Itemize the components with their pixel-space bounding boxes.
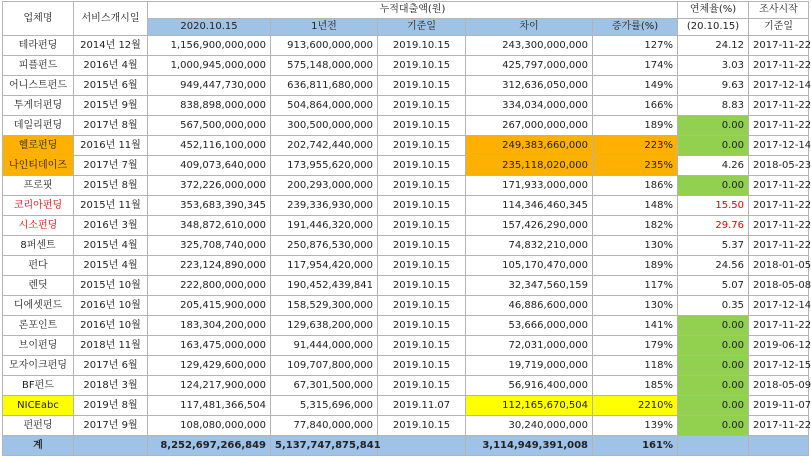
- row-current: 163,475,000,000: [148, 336, 271, 356]
- row-overdue: 0.00: [678, 356, 749, 376]
- total-launch-empty: [74, 436, 148, 456]
- row-launch: 2015년 9월: [74, 96, 148, 116]
- row-diff: 171,933,000,000: [466, 176, 593, 196]
- row-base-date: 2019.10.15: [378, 336, 466, 356]
- row-base-date: 2019.10.15: [378, 296, 466, 316]
- row-company: 프로핏: [3, 176, 74, 196]
- row-current: 409,073,640,000: [148, 156, 271, 176]
- row-overdue: 0.35: [678, 296, 749, 316]
- row-survey-start: 2017-11-22: [749, 56, 809, 76]
- row-base-date: 2019.10.15: [378, 56, 466, 76]
- row-year-ago: 117,954,420,000: [271, 256, 378, 276]
- row-launch: 2016년 10월: [74, 316, 148, 336]
- row-company: 코리아펀딩: [3, 196, 74, 216]
- row-growth: 2210%: [593, 396, 678, 416]
- row-current: 223,124,890,000: [148, 256, 271, 276]
- table-row: [3, 416, 809, 436]
- row-overdue: 24.12: [678, 36, 749, 56]
- row-company: 데일리펀딩: [3, 116, 74, 136]
- row-launch: 2016년 10월: [74, 296, 148, 316]
- row-overdue: 0.00: [678, 396, 749, 416]
- table-row: [3, 396, 809, 416]
- row-year-ago: 202,742,440,000: [271, 136, 378, 156]
- row-growth: 127%: [593, 36, 678, 56]
- total-overdue-empty: [678, 436, 749, 456]
- row-overdue: 0.00: [678, 136, 749, 156]
- row-growth: 174%: [593, 56, 678, 76]
- row-growth: 130%: [593, 296, 678, 316]
- row-growth: 148%: [593, 196, 678, 216]
- row-base-date: 2019.10.15: [378, 36, 466, 56]
- row-base-date: 2019.10.15: [378, 176, 466, 196]
- row-year-ago: 300,500,000,000: [271, 116, 378, 136]
- row-launch: 2015년 11월: [74, 196, 148, 216]
- row-survey-start: 2017-11-22: [749, 196, 809, 216]
- row-survey-start: 2018-01-05: [749, 256, 809, 276]
- row-overdue: 3.03: [678, 56, 749, 76]
- row-current: 1,000,945,000,000: [148, 56, 271, 76]
- row-growth: 179%: [593, 336, 678, 356]
- row-base-date: 2019.10.15: [378, 196, 466, 216]
- total-diff: 3,114,949,391,008: [466, 436, 593, 456]
- row-growth: 141%: [593, 316, 678, 336]
- total-label: 계: [3, 436, 74, 456]
- row-diff: 235,118,020,000: [466, 156, 593, 176]
- header-company: 업체명: [3, 2, 74, 36]
- row-company: 어니스트펀드: [3, 76, 74, 96]
- row-growth: 149%: [593, 76, 678, 96]
- row-diff: 334,034,000,000: [466, 96, 593, 116]
- row-survey-start: 2017-11-22: [749, 96, 809, 116]
- table-row: [3, 96, 809, 116]
- row-year-ago: 913,600,000,000: [271, 36, 378, 56]
- header-diff: 차이: [466, 19, 593, 36]
- table-row: [3, 376, 809, 396]
- row-growth: 182%: [593, 216, 678, 236]
- row-overdue: 24.56: [678, 256, 749, 276]
- row-year-ago: 173,955,620,000: [271, 156, 378, 176]
- row-launch: 2015년 4월: [74, 236, 148, 256]
- row-survey-start: 2017-11-22: [749, 116, 809, 136]
- row-survey-start: 2017-11-22: [749, 36, 809, 56]
- row-diff: 105,170,470,000: [466, 256, 593, 276]
- header-survey-base: 기준일: [749, 19, 809, 36]
- row-diff: 425,797,000,000: [466, 56, 593, 76]
- table-row: [3, 256, 809, 276]
- row-survey-start: 2017-11-22: [749, 416, 809, 436]
- total-row: [3, 436, 809, 456]
- row-launch: 2016년 4월: [74, 56, 148, 76]
- row-survey-start: 2018-05-09: [749, 376, 809, 396]
- row-launch: 2019년 8월: [74, 396, 148, 416]
- row-survey-start: 2017-11-22: [749, 236, 809, 256]
- row-growth: 166%: [593, 96, 678, 116]
- table-row: [3, 236, 809, 256]
- row-current: 452,116,100,000: [148, 136, 271, 156]
- row-diff: 157,426,290,000: [466, 216, 593, 236]
- row-base-date: 2019.10.15: [378, 156, 466, 176]
- table-row: [3, 356, 809, 376]
- row-current: 129,429,600,000: [148, 356, 271, 376]
- row-survey-start: 2019-11-07: [749, 396, 809, 416]
- row-current: 949,447,730,000: [148, 76, 271, 96]
- row-diff: 312,636,050,000: [466, 76, 593, 96]
- row-base-date: 2019.10.15: [378, 376, 466, 396]
- header-survey-start: 조사시작: [749, 2, 809, 19]
- row-diff: 30,240,000,000: [466, 416, 593, 436]
- row-diff: 243,300,000,000: [466, 36, 593, 56]
- row-launch: 2018년 3월: [74, 376, 148, 396]
- row-survey-start: 2017-12-14: [749, 136, 809, 156]
- row-current: 108,080,000,000: [148, 416, 271, 436]
- header-cumulative-loans: 누적대출액(원): [148, 2, 678, 19]
- row-company: 투게더펀딩: [3, 96, 74, 116]
- row-diff: 114,346,460,345: [466, 196, 593, 216]
- table-row: [3, 116, 809, 136]
- row-current: 372,226,000,000: [148, 176, 271, 196]
- row-company: 헬로펀딩: [3, 136, 74, 156]
- table-row: [3, 36, 809, 56]
- table-row: [3, 276, 809, 296]
- row-company: 8퍼센트: [3, 236, 74, 256]
- header-current: 2020.10.15: [148, 19, 271, 36]
- row-survey-start: 2017-11-22: [749, 176, 809, 196]
- header-growth: 증가률(%): [593, 19, 678, 36]
- row-growth: 117%: [593, 276, 678, 296]
- row-company: BF펀드: [3, 376, 74, 396]
- row-base-date: 2019.10.15: [378, 256, 466, 276]
- row-base-date: 2019.10.15: [378, 276, 466, 296]
- row-current: 348,872,610,000: [148, 216, 271, 236]
- row-launch: 2018년 11월: [74, 336, 148, 356]
- row-launch: 2017년 9월: [74, 416, 148, 436]
- table-row: [3, 156, 809, 176]
- p2p-lending-table: [2, 1, 809, 456]
- row-year-ago: 191,446,320,000: [271, 216, 378, 236]
- row-overdue: 0.00: [678, 116, 749, 136]
- row-base-date: 2019.10.15: [378, 236, 466, 256]
- row-current: 117,481,366,504: [148, 396, 271, 416]
- row-company: NICEabc: [3, 396, 74, 416]
- row-survey-start: 2017-12-15: [749, 356, 809, 376]
- row-growth: 130%: [593, 236, 678, 256]
- row-base-date: 2019.10.15: [378, 136, 466, 156]
- row-launch: 2014년 12월: [74, 36, 148, 56]
- row-base-date: 2019.10.15: [378, 416, 466, 436]
- row-overdue: 15.50: [678, 196, 749, 216]
- row-base-date: 2019.10.15: [378, 316, 466, 336]
- row-base-date: 2019.10.15: [378, 76, 466, 96]
- row-overdue: 0.00: [678, 376, 749, 396]
- row-year-ago: 504,864,000,000: [271, 96, 378, 116]
- row-company: 펀펀딩: [3, 416, 74, 436]
- row-growth: 189%: [593, 256, 678, 276]
- row-diff: 74,832,210,000: [466, 236, 593, 256]
- row-diff: 56,916,400,000: [466, 376, 593, 396]
- row-launch: 2015년 4월: [74, 256, 148, 276]
- row-company: 시소펀딩: [3, 216, 74, 236]
- row-survey-start: 2018-05-08: [749, 276, 809, 296]
- header-overdue-date: (20.10.15): [678, 19, 749, 36]
- row-launch: 2015년 10월: [74, 276, 148, 296]
- row-overdue: 5.37: [678, 236, 749, 256]
- row-overdue: 9.63: [678, 76, 749, 96]
- row-company: 피플펀드: [3, 56, 74, 76]
- row-diff: 53,666,000,000: [466, 316, 593, 336]
- table-row: [3, 196, 809, 216]
- row-overdue: 0.00: [678, 416, 749, 436]
- table-row: [3, 136, 809, 156]
- row-base-date: 2019.10.15: [378, 96, 466, 116]
- row-current: 124,217,900,000: [148, 376, 271, 396]
- row-survey-start: 2018-05-23: [749, 156, 809, 176]
- row-overdue: 5.07: [678, 276, 749, 296]
- row-launch: 2017년 6월: [74, 356, 148, 376]
- row-overdue: 4.26: [678, 156, 749, 176]
- row-current: 1,156,900,000,000: [148, 36, 271, 56]
- row-year-ago: 77,840,000,000: [271, 416, 378, 436]
- total-growth: 161%: [593, 436, 678, 456]
- row-launch: 2015년 6월: [74, 76, 148, 96]
- row-year-ago: 200,293,000,000: [271, 176, 378, 196]
- row-base-date: 2019.11.07: [378, 396, 466, 416]
- row-current: 838,898,000,000: [148, 96, 271, 116]
- row-survey-start: 2017-12-14: [749, 296, 809, 316]
- row-diff: 72,031,000,000: [466, 336, 593, 356]
- table-row: [3, 176, 809, 196]
- row-growth: 189%: [593, 116, 678, 136]
- row-diff: 19,719,000,000: [466, 356, 593, 376]
- row-company: 나인티데이즈: [3, 156, 74, 176]
- row-launch: 2016년 3월: [74, 216, 148, 236]
- row-base-date: 2019.10.15: [378, 116, 466, 136]
- table-row: [3, 56, 809, 76]
- row-survey-start: 2017-11-22: [749, 216, 809, 236]
- row-year-ago: 158,529,300,000: [271, 296, 378, 316]
- row-launch: 2017년 7월: [74, 156, 148, 176]
- total-base-empty: [378, 436, 466, 456]
- row-current: 567,500,000,000: [148, 116, 271, 136]
- row-survey-start: 2019-06-12: [749, 336, 809, 356]
- row-launch: 2016년 11월: [74, 136, 148, 156]
- row-overdue: 0.00: [678, 176, 749, 196]
- row-year-ago: 67,301,500,000: [271, 376, 378, 396]
- row-current: 222,800,000,000: [148, 276, 271, 296]
- row-company: 테라펀딩: [3, 36, 74, 56]
- row-company: 펀다: [3, 256, 74, 276]
- header-launch: 서비스개시일: [74, 2, 148, 36]
- row-overdue: 8.83: [678, 96, 749, 116]
- row-company: 렌딧: [3, 276, 74, 296]
- row-current: 325,708,740,000: [148, 236, 271, 256]
- table-row: [3, 296, 809, 316]
- row-growth: 186%: [593, 176, 678, 196]
- row-growth: 223%: [593, 136, 678, 156]
- row-launch: 2017년 8월: [74, 116, 148, 136]
- row-year-ago: 129,638,200,000: [271, 316, 378, 336]
- row-survey-start: 2017-11-22: [749, 316, 809, 336]
- row-company: 론포인트: [3, 316, 74, 336]
- table-body: [3, 36, 809, 436]
- row-company: 브이펀딩: [3, 336, 74, 356]
- row-diff: 112,165,670,504: [466, 396, 593, 416]
- row-launch: 2015년 8월: [74, 176, 148, 196]
- header-base-date: 기준일: [378, 19, 466, 36]
- table-row: [3, 216, 809, 236]
- row-base-date: 2019.10.15: [378, 216, 466, 236]
- row-overdue: 29.76: [678, 216, 749, 236]
- row-current: 205,415,900,000: [148, 296, 271, 316]
- row-overdue: 0.00: [678, 336, 749, 356]
- total-survey-empty: [749, 436, 809, 456]
- table-row: [3, 316, 809, 336]
- total-year-ago: 5,137,747,875,841: [271, 436, 378, 456]
- row-current: 353,683,390,345: [148, 196, 271, 216]
- row-year-ago: 250,876,530,000: [271, 236, 378, 256]
- row-growth: 185%: [593, 376, 678, 396]
- row-year-ago: 636,811,680,000: [271, 76, 378, 96]
- row-base-date: 2019.10.15: [378, 356, 466, 376]
- row-current: 183,304,200,000: [148, 316, 271, 336]
- row-year-ago: 575,148,000,000: [271, 56, 378, 76]
- row-year-ago: 239,336,930,000: [271, 196, 378, 216]
- row-diff: 46,886,600,000: [466, 296, 593, 316]
- row-growth: 139%: [593, 416, 678, 436]
- row-year-ago: 109,707,800,000: [271, 356, 378, 376]
- row-company: 디에셋펀드: [3, 296, 74, 316]
- row-company: 모자이크펀딩: [3, 356, 74, 376]
- row-growth: 235%: [593, 156, 678, 176]
- row-diff: 267,000,000,000: [466, 116, 593, 136]
- table-row: [3, 336, 809, 356]
- row-year-ago: 190,452,439,841: [271, 276, 378, 296]
- row-overdue: 0.00: [678, 316, 749, 336]
- row-diff: 249,383,660,000: [466, 136, 593, 156]
- header-year-ago: 1년전: [271, 19, 378, 36]
- row-growth: 118%: [593, 356, 678, 376]
- header-overdue: 연체율(%): [678, 2, 749, 19]
- table-row: [3, 76, 809, 96]
- row-year-ago: 5,315,696,000: [271, 396, 378, 416]
- row-year-ago: 91,444,000,000: [271, 336, 378, 356]
- row-diff: 32,347,560,159: [466, 276, 593, 296]
- total-current: 8,252,697,266,849: [148, 436, 271, 456]
- row-survey-start: 2017-12-14: [749, 76, 809, 96]
